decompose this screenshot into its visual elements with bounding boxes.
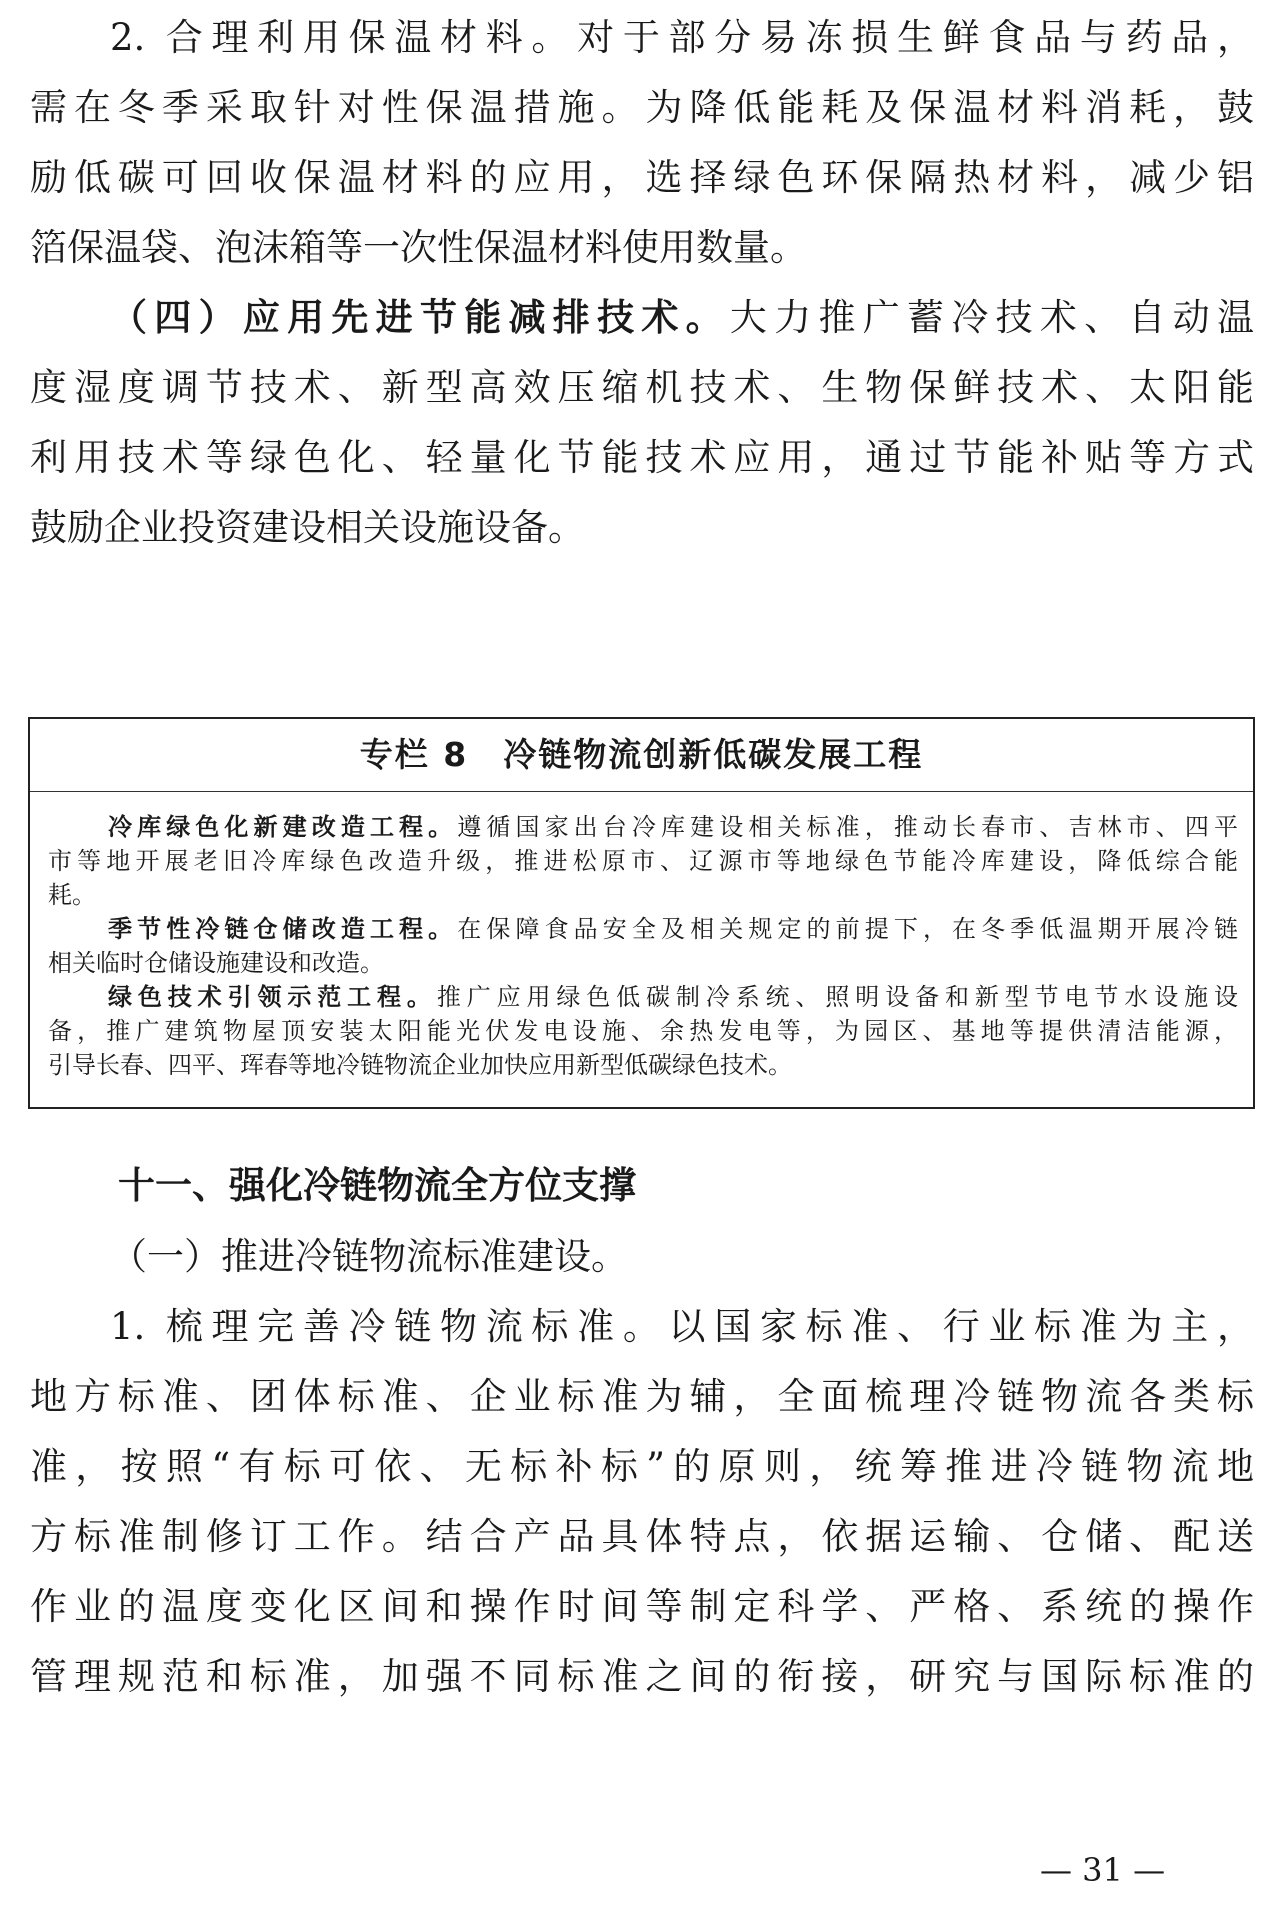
- column-item-title: 绿色技术引领示范工程。: [108, 983, 437, 1011]
- paragraph-line: 利用技术等绿色化、轻量化节能技术应用，通过节能补贴等方式: [30, 436, 1254, 479]
- column-item-text: 推广应用绿色低碳制冷系统、照明设备和新型节电节水设施设: [436, 983, 1238, 1011]
- paragraph-line: 鼓励企业投资建设相关设施设备。: [30, 506, 585, 549]
- column-item-text: 遵循国家出台冷库建设相关标准，推动长春市、吉林市、四平: [457, 813, 1239, 841]
- paragraph-line: 1. 梳理完善冷链物流标准。以国家标准、行业标准为主，: [110, 1305, 1254, 1348]
- column-box-line: [108, 913, 1238, 945]
- paragraph-heading: （四）应用先进节能减排技术。: [110, 296, 730, 339]
- page-number: — 31 —: [1040, 1851, 1166, 1889]
- paragraph-line: 箔保温袋、泡沫箱等一次性保温材料使用数量。: [30, 226, 807, 269]
- column-box-line: [108, 981, 1238, 1013]
- paragraph-line: 管理规范和标准，加强不同标准之间的衔接，研究与国际标准的: [30, 1655, 1254, 1698]
- column-box-line: 耗。: [48, 881, 96, 909]
- paragraph-line: 需在冬季采取针对性保温措施。为降低能耗及保温材料消耗，鼓: [30, 86, 1254, 129]
- column-box-line: 引导长春、四平、珲春等地冷链物流企业加快应用新型低碳绿色技术。: [48, 1051, 792, 1079]
- paragraph-line: [110, 292, 1254, 344]
- column-box-line: [108, 811, 1238, 843]
- column-box-line: 备，推广建筑物屋顶安装太阳能光伏发电设施、余热发电等，为园区、基地等提供清洁能源，: [48, 1017, 1238, 1045]
- paragraph-line: 2. 合理利用保温材料。对于部分易冻损生鲜食品与药品，: [110, 16, 1254, 59]
- paragraph-text: 大力推广蓄冷技术、自动温: [729, 296, 1255, 339]
- column-box: [28, 717, 1255, 1109]
- column-item-title: 季节性冷链仓储改造工程。: [108, 915, 458, 943]
- subsection-heading: （一）推进冷链物流标准建设。: [110, 1235, 628, 1278]
- paragraph-line: 励低碳可回收保温材料的应用，选择绿色环保隔热材料，减少铝: [30, 156, 1254, 199]
- column-item-title: 冷库绿色化新建改造工程。: [108, 813, 458, 841]
- column-item-text: 在保障食品安全及相关规定的前提下，在冬季低温期开展冷链: [457, 915, 1239, 943]
- paragraph-line: 方标准制修订工作。结合产品具体特点，依据运输、仓储、配送: [30, 1515, 1254, 1558]
- paragraph-line: 度湿度调节技术、新型高效压缩机技术、生物保鲜技术、太阳能: [30, 366, 1254, 409]
- column-box-line: 相关临时仓储设施建设和改造。: [48, 949, 384, 977]
- section-heading: 十一、强化冷链物流全方位支撑: [118, 1164, 636, 1207]
- paragraph-line: 作业的温度变化区间和操作时间等制定科学、严格、系统的操作: [30, 1585, 1254, 1628]
- paragraph-line: 地方标准、团体标准、企业标准为辅，全面梳理冷链物流各类标: [30, 1375, 1254, 1418]
- column-box-line: 市等地开展老旧冷库绿色改造升级，推进松原市、辽源市等地绿色节能冷库建设，降低综合能: [48, 847, 1238, 875]
- column-box-title: 专栏 8 冷链物流创新低碳发展工程: [30, 719, 1253, 792]
- paragraph-line: 准，按照“有标可依、无标补标”的原则，统筹推进冷链物流地: [30, 1445, 1254, 1488]
